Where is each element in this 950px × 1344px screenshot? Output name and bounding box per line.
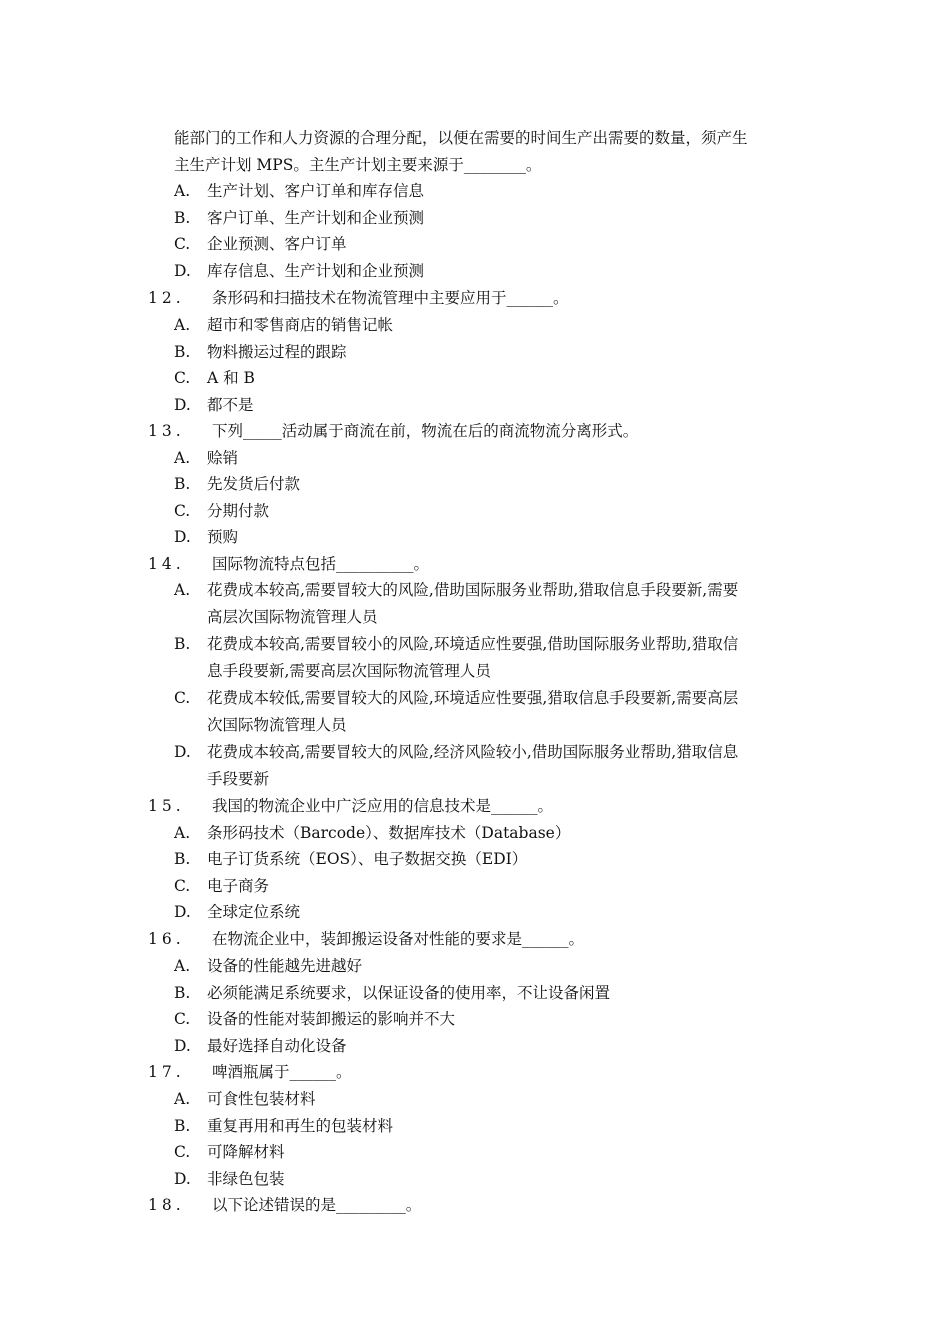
option-text: 生产计划、客户订单和库存信息 bbox=[207, 182, 425, 200]
question-number: 13. bbox=[148, 422, 185, 440]
option-text-continued: 息手段要新,需要高层次国际物流管理人员 bbox=[207, 662, 491, 680]
option-text-continued: 手段要新 bbox=[207, 770, 270, 788]
option-label: C. bbox=[174, 689, 191, 707]
option-label: B. bbox=[174, 850, 191, 868]
option-text: 必须能满足系统要求，以保证设备的使用率，不让设备闲置 bbox=[207, 984, 611, 1002]
option-text: 库存信息、生产计划和企业预测 bbox=[207, 262, 425, 280]
option-label: B. bbox=[174, 635, 191, 653]
option-text: 设备的性能越先进越好 bbox=[207, 957, 363, 975]
option-text: A 和 B bbox=[207, 369, 255, 387]
option-text: 赊销 bbox=[207, 449, 239, 467]
option-label: A. bbox=[174, 581, 191, 599]
question-text: 条形码和扫描技术在物流管理中主要应用于______。 bbox=[212, 289, 569, 307]
intro-line-1: 能部门的工作和人力资源的合理分配，以便在需要的时间生产出需要的数量，须产生 bbox=[174, 129, 748, 147]
option-text: 电子商务 bbox=[207, 877, 270, 895]
option-text-continued: 高层次国际物流管理人员 bbox=[207, 608, 378, 626]
option-label: B. bbox=[174, 475, 191, 493]
option-text: 花费成本较高,需要冒较大的风险,借助国际服务业帮助,猎取信息手段要新,需要 bbox=[207, 581, 739, 599]
option-label: C. bbox=[174, 1010, 191, 1028]
option-label: C. bbox=[174, 235, 191, 253]
option-text: 花费成本较低,需要冒较大的风险,环境适应性要强,猎取信息手段要新,需要高层 bbox=[207, 689, 739, 707]
option-label: D. bbox=[174, 1037, 191, 1055]
option-label: A. bbox=[174, 824, 191, 842]
option-text: 条形码技术（Barcode）、数据库技术（Database） bbox=[207, 824, 571, 842]
option-label: A. bbox=[174, 957, 191, 975]
option-text: 可食性包装材料 bbox=[207, 1090, 316, 1108]
option-label: D. bbox=[174, 528, 191, 546]
question-text: 我国的物流企业中广泛应用的信息技术是______。 bbox=[212, 797, 554, 815]
option-text: 先发货后付款 bbox=[207, 475, 301, 493]
option-label: D. bbox=[174, 743, 191, 761]
option-text: 物料搬运过程的跟踪 bbox=[207, 343, 347, 361]
option-label: D. bbox=[174, 1170, 191, 1188]
option-text: 重复再用和再生的包装材料 bbox=[207, 1117, 394, 1135]
question-number: 15. bbox=[148, 797, 185, 815]
option-text: 可降解材料 bbox=[207, 1143, 285, 1161]
option-label: C. bbox=[174, 877, 191, 895]
question-text: 以下论述错误的是_________。 bbox=[212, 1196, 422, 1214]
question-number: 17. bbox=[148, 1063, 185, 1081]
option-label: D. bbox=[174, 903, 191, 921]
option-text: 非绿色包装 bbox=[207, 1170, 285, 1188]
option-label: D. bbox=[174, 262, 191, 280]
option-label: A. bbox=[174, 182, 191, 200]
option-label: B. bbox=[174, 343, 191, 361]
option-text: 客户订单、生产计划和企业预测 bbox=[207, 209, 425, 227]
option-text: 分期付款 bbox=[207, 502, 270, 520]
question-number: 14. bbox=[148, 555, 185, 573]
option-label: C. bbox=[174, 369, 191, 387]
option-text: 最好选择自动化设备 bbox=[207, 1037, 347, 1055]
option-label: B. bbox=[174, 1117, 191, 1135]
option-label: D. bbox=[174, 396, 191, 414]
option-label: A. bbox=[174, 316, 191, 334]
question-number: 12. bbox=[148, 289, 185, 307]
option-label: A. bbox=[174, 449, 191, 467]
option-label: B. bbox=[174, 209, 191, 227]
option-label: C. bbox=[174, 1143, 191, 1161]
option-text: 企业预测、客户订单 bbox=[207, 235, 347, 253]
option-label: B. bbox=[174, 984, 191, 1002]
option-text: 超市和零售商店的销售记帐 bbox=[207, 316, 394, 334]
option-label: C. bbox=[174, 502, 191, 520]
option-text: 电子订货系统（EOS）、电子数据交换（EDI） bbox=[207, 850, 528, 868]
question-text: 下列_____活动属于商流在前，物流在后的商流物流分离形式。 bbox=[212, 422, 639, 440]
option-text: 花费成本较高,需要冒较小的风险,环境适应性要强,借助国际服务业帮助,猎取信 bbox=[207, 635, 739, 653]
option-text: 花费成本较高,需要冒较大的风险,经济风险较小,借助国际服务业帮助,猎取信息 bbox=[207, 743, 739, 761]
option-label: A. bbox=[174, 1090, 191, 1108]
question-number: 18. bbox=[148, 1196, 185, 1214]
option-text: 预购 bbox=[207, 528, 239, 546]
question-text: 国际物流特点包括__________。 bbox=[212, 555, 430, 573]
question-number: 16. bbox=[148, 930, 185, 948]
option-text-continued: 次国际物流管理人员 bbox=[207, 716, 347, 734]
option-text: 全球定位系统 bbox=[207, 903, 301, 921]
question-text: 在物流企业中，装卸搬运设备对性能的要求是______。 bbox=[212, 930, 585, 948]
option-text: 都不是 bbox=[207, 396, 254, 414]
question-text: 啤酒瓶属于______。 bbox=[212, 1063, 352, 1081]
option-text: 设备的性能对装卸搬运的影响并不大 bbox=[207, 1010, 456, 1028]
intro-line-2: 主生产计划 MPS。主生产计划主要来源于________。 bbox=[174, 156, 542, 174]
